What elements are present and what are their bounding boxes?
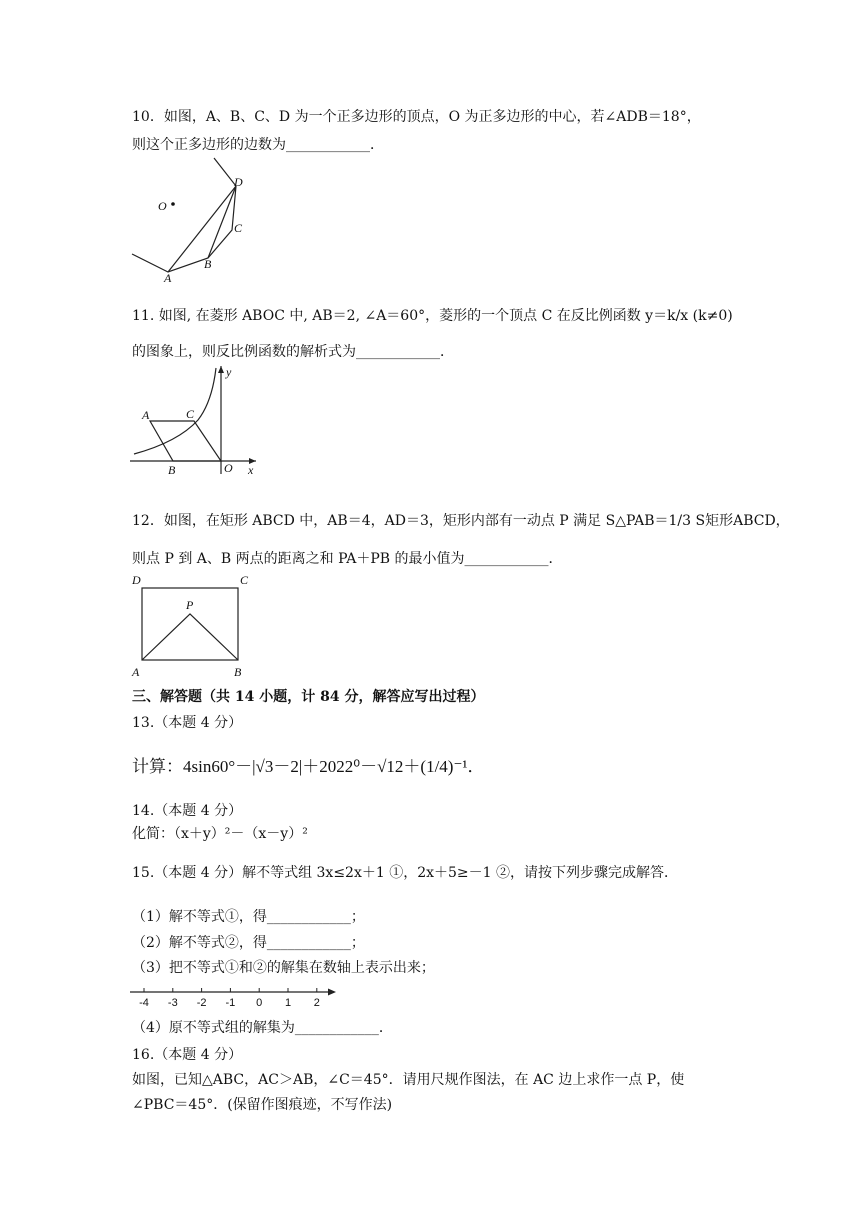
q15-line: 15.（本题 4 分）解不等式组 3x≤2x＋1 ①，2x＋5≥－1 ②，请按下列步骤完成解答． bbox=[132, 865, 679, 881]
q15-step1: （1）解不等式①，得____________； bbox=[132, 909, 365, 925]
axis-tick-label: -2 bbox=[196, 997, 207, 1009]
q15-step2: （2）解不等式②，得____________； bbox=[132, 935, 365, 951]
section-heading: 三、解答题（共 14 小题，计 84 分，解答应写出过程） bbox=[132, 689, 485, 705]
q10-label-c: C bbox=[234, 221, 243, 235]
q11-label-c: C bbox=[186, 407, 195, 421]
q16-line1: 如图，已知△ABC，AC＞AB，∠C＝45°．请用尺规作图法，在 AC 边上求作一点 P，使 bbox=[132, 1072, 685, 1088]
q11-label-x: x bbox=[248, 463, 254, 477]
q15-step3: （3）把不等式①和②的解集在数轴上表示出来； bbox=[132, 960, 435, 976]
q11-label-o: O bbox=[224, 461, 233, 475]
q11-line2: 的图象上，则反比例函数的解析式为____________． bbox=[132, 344, 454, 360]
axis-tick-label: -1 bbox=[225, 997, 236, 1009]
q10-label-d: D bbox=[234, 175, 243, 189]
q12-label-d: D bbox=[132, 573, 141, 587]
q12-label-c: C bbox=[240, 573, 249, 587]
q11-line1: 11. 如图, 在菱形 ABOC 中, AB＝2, ∠A＝60°，菱形的一个顶点 C 在反比例函数 y＝k/x (k≠0) bbox=[132, 308, 733, 324]
axis-tick-label: 1 bbox=[284, 997, 292, 1009]
q14-text: 化简：（x＋y）²－（x－y）² bbox=[132, 826, 308, 842]
q10-label-o: O bbox=[158, 199, 167, 213]
q12-label-b: B bbox=[234, 665, 242, 679]
q16-line2: ∠PBC＝45°．(保留作图痕迹，不写作法) bbox=[132, 1097, 393, 1113]
q16-head: 16.（本题 4 分） bbox=[132, 1047, 243, 1063]
q11-label-y: y bbox=[226, 365, 232, 379]
axis-tick-label: 0 bbox=[256, 997, 263, 1009]
q13-head: 13.（本题 4 分） bbox=[132, 715, 243, 731]
q12-line1: 12．如图，在矩形 ABCD 中，AB＝4，AD＝3，矩形内部有一动点 P 满足 S△PAB＝1/3 S矩形ABCD， bbox=[132, 513, 790, 529]
axis-tick-label: -3 bbox=[167, 997, 178, 1009]
q10-line1: 10．如图，A、B、C、D 为一个正多边形的顶点，O 为正多边形的中心，若∠ADB＝18°， bbox=[132, 109, 701, 125]
q10-figure bbox=[128, 154, 258, 284]
q14-head: 14.（本题 4 分） bbox=[132, 803, 243, 819]
q10-label-b: B bbox=[204, 257, 212, 271]
q10-label-a: A bbox=[164, 271, 172, 284]
q13-text: 计算：4sin60°－|√3－2|＋2022⁰－√12＋(1/4)⁻¹． bbox=[132, 757, 485, 776]
q12-line2: 则点 P 到 A、B 两点的距离之和 PA＋PB 的最小值为____________． bbox=[132, 551, 563, 567]
q12-label-a: A bbox=[132, 665, 140, 679]
q10-line2: 则这个正多边形的边数为____________． bbox=[132, 137, 384, 153]
axis-tick-label: 2 bbox=[313, 997, 320, 1009]
q12-figure bbox=[128, 572, 258, 680]
q11-figure bbox=[128, 362, 268, 477]
q12-label-p: P bbox=[186, 598, 194, 612]
axis-tick-label: -4 bbox=[139, 997, 149, 1009]
number-line bbox=[130, 984, 340, 1010]
q15-step4: （4）原不等式组的解集为____________． bbox=[132, 1020, 393, 1036]
q11-label-a: A bbox=[142, 408, 150, 422]
q11-label-b: B bbox=[168, 463, 176, 477]
